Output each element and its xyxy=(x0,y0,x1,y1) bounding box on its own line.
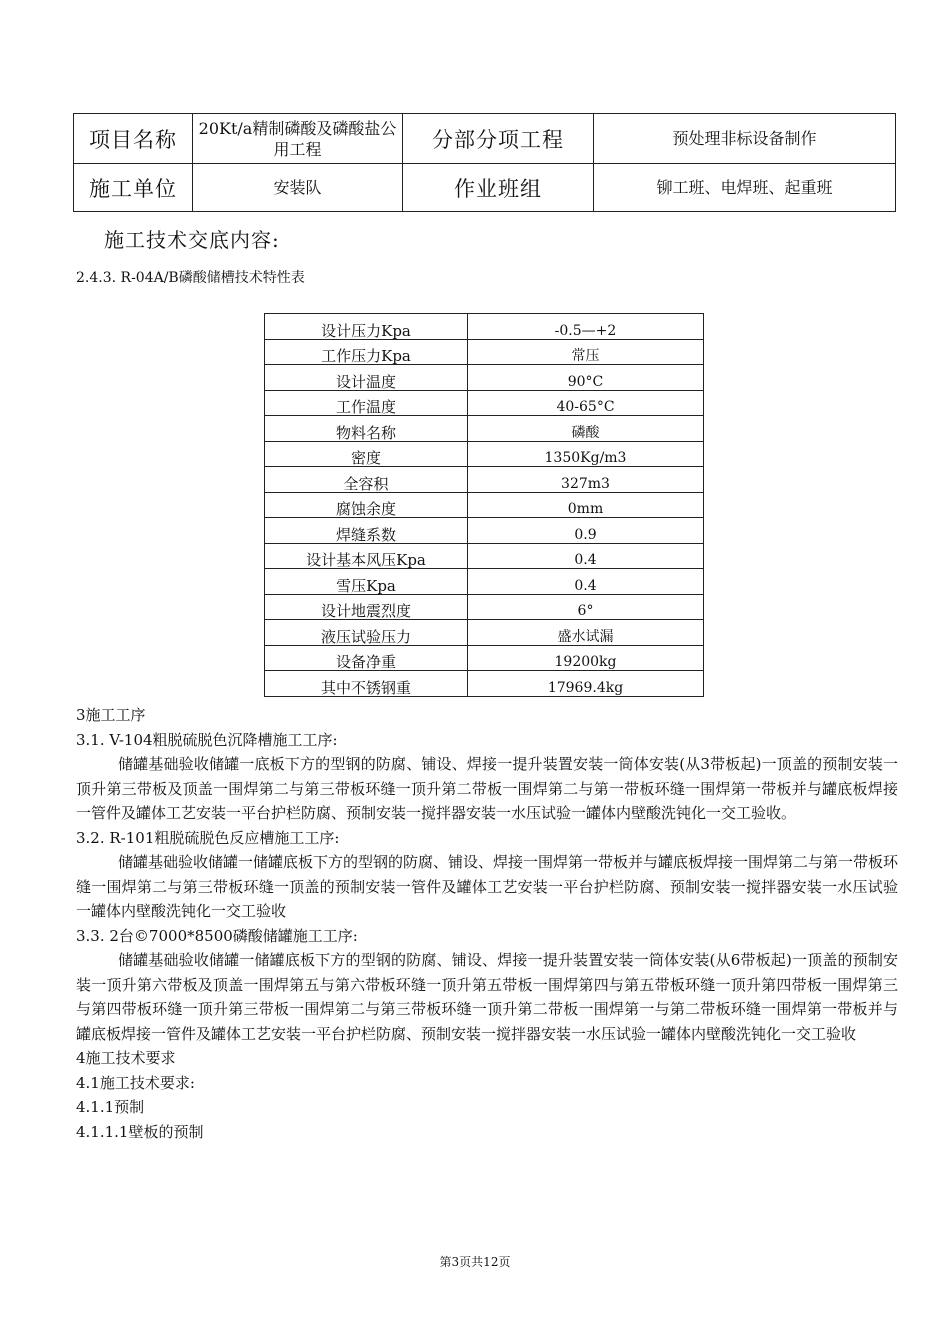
spec-value: 磷酸 xyxy=(468,416,704,442)
construction-unit-label: 施工单位 xyxy=(74,164,193,212)
subproject-value: 预处理非标设备制作 xyxy=(594,114,896,164)
team-label: 作业班组 xyxy=(403,164,594,212)
section-3-1-text: 储罐基础验收储罐一底板下方的型钢的防腐、铺设、焊接一提升装置安装一筒体安装(从3带板起)一顶盖的预制安装一顶升第三带板及顶盖一围焊第二与第三带板环缝一顶升第二带板一围焊第二与第一带板环缝一围焊第一带板并与罐底板焊接一管件及罐体工艺安装一平台护栏防腐、预制安装一搅拌器安装一水压试验一罐体内壁酸洗钝化一交工验收。 xyxy=(76,755,898,822)
construction-unit-value: 安装队 xyxy=(193,164,403,212)
spec-row xyxy=(265,365,704,391)
spec-value: 327m3 xyxy=(468,467,704,493)
spec-row xyxy=(265,518,704,544)
section-title: 施工技术交底内容: xyxy=(104,228,280,252)
spec-value: -0.5—+2 xyxy=(468,314,704,340)
spec-key: 设计基本风压Kpa xyxy=(265,543,468,569)
spec-row xyxy=(265,390,704,416)
spec-value: 盛水试漏 xyxy=(468,620,704,646)
spec-table xyxy=(264,313,704,697)
spec-value: 0.9 xyxy=(468,518,704,544)
spec-row xyxy=(265,645,704,671)
section-3-2-heading: 3.2. R-101粗脱硫脱色反应槽施工工序: xyxy=(76,828,340,847)
spec-value: 0.4 xyxy=(468,569,704,595)
spec-value: 1350Kg/m3 xyxy=(468,441,704,467)
body-text xyxy=(76,703,898,1144)
section-3-heading: 3施工工序 xyxy=(76,706,146,724)
spec-key: 密度 xyxy=(265,441,468,467)
spec-value: 40-65°C xyxy=(468,390,704,416)
section-3-1-heading: 3.1. V-104粗脱硫脱色沉降槽施工工序: xyxy=(76,730,338,749)
spec-row xyxy=(265,594,704,620)
spec-row xyxy=(265,467,704,493)
spec-key: 设计地震烈度 xyxy=(265,594,468,620)
project-name-value: 20Kt/a精制磷酸及磷酸盐公用工程 xyxy=(193,114,403,164)
spec-key: 雪压Kpa xyxy=(265,569,468,595)
spec-value: 0.4 xyxy=(468,543,704,569)
spec-row xyxy=(265,492,704,518)
spec-key: 腐蚀余度 xyxy=(265,492,468,518)
team-value: 铆工班、电焊班、起重班 xyxy=(594,164,896,212)
project-name-label: 项目名称 xyxy=(74,114,193,164)
spec-key: 其中不锈钢重 xyxy=(265,671,468,697)
header-table xyxy=(73,113,896,212)
section-3-3-text: 储罐基础验收储罐一储罐底板下方的型钢的防腐、铺设、焊接一提升装置安装一筒体安装(从6带板起)一顶盖的预制安装一顶升第六带板及顶盖一围焊第五与第六带板环缝一顶升第五带板一围焊第四与第五带板环缝一顶升第四带板一围焊第三与第四带板环缝一顶升第三带板一围焊第二与第三带板环缝一顶升第二带板一围焊第一与第二带板环缝一围焊第一带板并与罐底板焊接一管件及罐体工艺安装一平台护栏防腐、预制安装一搅拌器安装一水压试验一罐体内壁酸洗钝化一交工验收 xyxy=(76,951,898,1043)
spec-value: 90°C xyxy=(468,365,704,391)
spec-row xyxy=(265,416,704,442)
spec-row xyxy=(265,671,704,697)
table-caption: 2.4.3. R-04A/B磷酸储槽技术特性表 xyxy=(76,270,305,286)
spec-key: 液压试验压力 xyxy=(265,620,468,646)
spec-row xyxy=(265,441,704,467)
spec-key: 全容积 xyxy=(265,467,468,493)
section-4-heading: 4施工技术要求 xyxy=(76,1049,176,1067)
spec-row xyxy=(265,620,704,646)
spec-row xyxy=(265,314,704,340)
section-3-2-text: 储罐基础验收储罐一储罐底板下方的型钢的防腐、铺设、焊接一围焊第一带板并与罐底板焊接一围焊第二与第一带板环缝一围焊第二与第三带板环缝一顶盖的预制安装一管件及罐体工艺安装一平台护栏防腐、预制安装一搅拌器安装一水压试验一罐体内壁酸洗钝化一交工验收 xyxy=(76,853,899,920)
spec-row xyxy=(265,543,704,569)
spec-value: 6° xyxy=(468,594,704,620)
subproject-label: 分部分项工程 xyxy=(403,114,594,164)
page-footer: 第3页共12页 xyxy=(439,1255,511,1269)
section-4-1-1-1-heading: 4.1.1.1壁板的预制 xyxy=(76,1122,204,1141)
spec-value: 19200kg xyxy=(468,645,704,671)
spec-key: 设计压力Kpa xyxy=(265,314,468,340)
spec-key: 设计温度 xyxy=(265,365,468,391)
spec-key: 物料名称 xyxy=(265,416,468,442)
spec-key: 工作温度 xyxy=(265,390,468,416)
section-4-1-heading: 4.1施工技术要求: xyxy=(76,1073,195,1092)
spec-value: 0mm xyxy=(468,492,704,518)
section-3-3-heading: 3.3. 2台©7000*8500磷酸储罐施工工序: xyxy=(76,926,358,945)
spec-value: 常压 xyxy=(468,339,704,365)
spec-key: 工作压力Kpa xyxy=(265,339,468,365)
spec-row xyxy=(265,569,704,595)
spec-value: 17969.4kg xyxy=(468,671,704,697)
section-4-1-1-heading: 4.1.1预制 xyxy=(76,1098,145,1116)
spec-key: 设备净重 xyxy=(265,645,468,671)
spec-row xyxy=(265,339,704,365)
spec-key: 焊缝系数 xyxy=(265,518,468,544)
